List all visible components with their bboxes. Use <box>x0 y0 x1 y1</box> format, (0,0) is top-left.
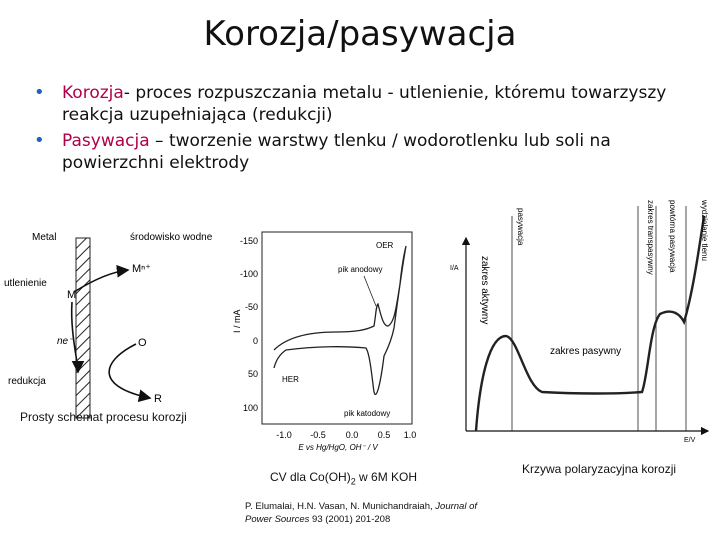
bullet-list <box>34 82 694 178</box>
citation <box>245 500 477 526</box>
x-tick: -0.5 <box>310 430 326 440</box>
oxidation-label: utlenienie <box>4 278 47 289</box>
bullet-pasywacja <box>34 130 694 174</box>
cv-frame <box>262 232 412 424</box>
electrons-label: ne⁻ <box>57 336 74 347</box>
y-tick: -100 <box>239 269 258 279</box>
citation-journal-name: Power Sources <box>245 514 310 525</box>
cv-caption <box>270 470 417 486</box>
cv-caption-end: w 6M KOH <box>355 470 418 484</box>
bullet-text: – tworzenie warstwy tlenku / wodorotlenku lub soli na powierzchni elektrody <box>62 131 611 173</box>
bullet-term: Pasywacja <box>62 131 150 151</box>
cv-caption-main: CV dla Co(OH) <box>270 470 351 484</box>
bullet-korozja <box>34 82 694 126</box>
environment-label: środowisko wodne <box>130 232 213 243</box>
cv-x-ticks <box>276 430 416 440</box>
corrosion-schematic <box>0 222 215 422</box>
cv-y-ticks <box>240 236 258 413</box>
anodic-peak-pointer <box>364 276 376 306</box>
x-tick: -1.0 <box>276 430 292 440</box>
m-ion-label: Mⁿ⁺ <box>132 263 151 275</box>
oer-label: OER <box>376 241 394 250</box>
cv-ylabel: I / mA <box>232 309 242 333</box>
polarization-caption: Krzywa polaryzacyjna korozji <box>522 462 677 476</box>
bullet-dot-icon: • <box>34 130 45 151</box>
m-label: M <box>67 289 77 301</box>
y-tick: -50 <box>244 302 258 312</box>
metal-electrode <box>76 238 90 418</box>
page-title: Korozja/pasywacja <box>203 14 517 54</box>
passive-range-label: zakres pasywny <box>550 346 622 357</box>
cv-xlabel: E vs Hg/HgO, OH⁻ / V <box>298 443 378 452</box>
repassivation-label: powtórna pasywacja <box>668 200 677 273</box>
passivation-label: pasywacja <box>516 208 525 246</box>
x-tick: 0.0 <box>345 430 359 440</box>
schema-caption: Prosty schemat procesu korozji <box>20 410 187 424</box>
r-label: R <box>154 393 162 405</box>
y-tick: 100 <box>242 403 258 413</box>
bullet-term: Korozja <box>62 83 124 103</box>
oxygen-label: wydzielanie tlenu <box>700 200 709 261</box>
reduction-label: redukcja <box>8 376 46 387</box>
cv-plot <box>226 228 426 458</box>
citation-journal: Journal of <box>435 501 478 512</box>
metal-label: Metal <box>32 232 57 243</box>
her-label: HER <box>282 375 299 384</box>
x-tick: 1.0 <box>403 430 417 440</box>
x-tick: 0.5 <box>377 430 391 440</box>
polar-xlabel: E/V <box>684 437 696 444</box>
cathodic-peak-label: pik katodowy <box>344 409 391 418</box>
y-tick: -150 <box>239 236 258 246</box>
y-tick: 50 <box>247 369 258 379</box>
citation-details: 93 (2001) 201-208 <box>309 514 391 525</box>
cv-caption-sub: 2 <box>350 476 356 487</box>
reduction-arrow <box>109 344 150 398</box>
citation-authors: P. Elumalai, H.N. Vasan, N. Munichandraiah, <box>245 501 433 512</box>
active-range-label: zakres aktywny <box>479 256 490 325</box>
polarization-plot <box>446 196 716 446</box>
bullet-dot-icon: • <box>34 82 45 103</box>
y-tick: 0 <box>252 336 258 346</box>
anodic-peak-label: pik anodowy <box>338 265 383 274</box>
o-label: O <box>138 337 147 349</box>
bullet-text: - proces rozpuszczania metalu - utlenienie, któremu towarzyszy reakcja uzupełniająca (redukcji) <box>62 83 667 125</box>
transpassive-label: zakres transpasywny <box>646 200 655 275</box>
polar-ylabel: I/A <box>450 265 459 272</box>
